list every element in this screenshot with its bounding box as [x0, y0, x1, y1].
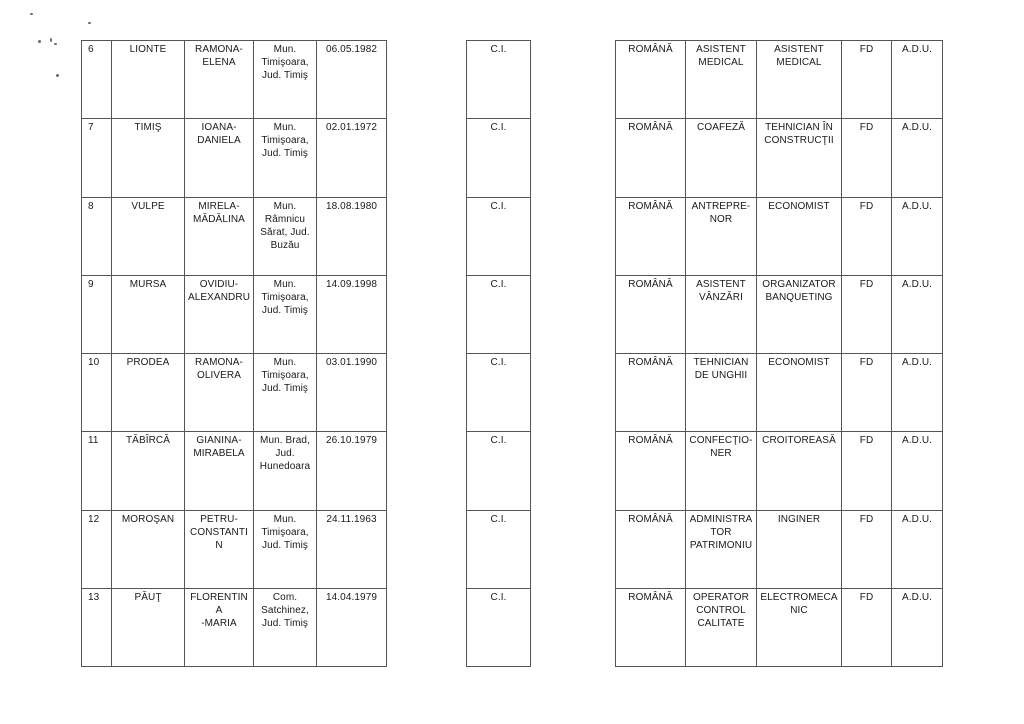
table-row — [82, 510, 387, 588]
table-row — [616, 275, 943, 353]
first-name-cell: RAMONA- OLIVERA — [185, 354, 254, 432]
type-cell: A.D.U. — [892, 275, 943, 353]
id-document-cell: C.I. — [467, 119, 531, 197]
scan-speck — [56, 74, 59, 77]
occupation-cell: ANTREPRE- NOR — [686, 197, 757, 275]
first-name-cell: FLORENTINA -MARIA — [185, 589, 254, 667]
birthplace-cell: Mun. Timişoara, Jud. Timiş — [254, 354, 317, 432]
table-row — [82, 119, 387, 197]
type-cell: A.D.U. — [892, 510, 943, 588]
type-cell: A.D.U. — [892, 432, 943, 510]
code-cell: FD — [842, 197, 892, 275]
surname-cell: TIMIŞ — [112, 119, 185, 197]
citizenship-cell: ROMÂNĂ — [616, 197, 686, 275]
profession-cell: INGINER — [757, 510, 842, 588]
id-document-cell: C.I. — [467, 275, 531, 353]
id-document-cell: C.I. — [467, 197, 531, 275]
birth-date-cell: 02.01.1972 — [317, 119, 387, 197]
row-number-cell: 10 — [82, 354, 112, 432]
code-cell: FD — [842, 354, 892, 432]
surname-cell: PRODEA — [112, 354, 185, 432]
surname-cell: MOROŞAN — [112, 510, 185, 588]
citizenship-cell: ROMÂNĂ — [616, 510, 686, 588]
citizenship-cell: ROMÂNĂ — [616, 275, 686, 353]
profession-cell: ECONOMIST — [757, 354, 842, 432]
surname-cell: PĂUŢ — [112, 589, 185, 667]
citizenship-cell: ROMÂNĂ — [616, 432, 686, 510]
birth-date-cell: 24.11.1963 — [317, 510, 387, 588]
table-row — [616, 432, 943, 510]
row-number-cell: 9 — [82, 275, 112, 353]
table-middle-section — [466, 40, 531, 667]
type-cell: A.D.U. — [892, 41, 943, 119]
table-right-section — [615, 40, 942, 667]
row-number-cell: 6 — [82, 41, 112, 119]
table-fold-line — [386, 654, 387, 667]
citizenship-cell: ROMÂNĂ — [616, 119, 686, 197]
table-middle — [466, 40, 531, 667]
occupation-cell: COAFEZĂ — [686, 119, 757, 197]
surname-cell: LIONTE — [112, 41, 185, 119]
code-cell: FD — [842, 119, 892, 197]
table-row — [467, 354, 531, 432]
occupation-cell: TEHNICIAN DE UNGHII — [686, 354, 757, 432]
type-cell: A.D.U. — [892, 119, 943, 197]
surname-cell: TĂBÎRCĂ — [112, 432, 185, 510]
scan-speck — [54, 43, 57, 45]
scan-speck — [30, 13, 33, 15]
occupation-cell: ASISTENT VÂNZĂRI — [686, 275, 757, 353]
table-left — [81, 40, 387, 667]
occupation-cell: OPERATOR CONTROL CALITATE — [686, 589, 757, 667]
profession-cell: ECONOMIST — [757, 197, 842, 275]
table-row — [467, 119, 531, 197]
id-document-cell: C.I. — [467, 432, 531, 510]
table-row — [467, 432, 531, 510]
birthplace-cell: Mun. Timişoara, Jud. Timiş — [254, 119, 317, 197]
first-name-cell: PETRU- CONSTANTIN — [185, 510, 254, 588]
scan-speck — [38, 40, 41, 43]
birth-date-cell: 14.04.1979 — [317, 589, 387, 667]
citizenship-cell: ROMÂNĂ — [616, 354, 686, 432]
table-row — [467, 510, 531, 588]
birth-date-cell: 26.10.1979 — [317, 432, 387, 510]
table-row — [82, 41, 387, 119]
birthplace-cell: Mun. Brad, Jud. Hunedoara — [254, 432, 317, 510]
first-name-cell: OVIDIU- ALEXANDRU — [185, 275, 254, 353]
occupation-cell: ASISTENT MEDICAL — [686, 41, 757, 119]
row-number-cell: 7 — [82, 119, 112, 197]
code-cell: FD — [842, 432, 892, 510]
first-name-cell: MIRELA- MĂDĂLINA — [185, 197, 254, 275]
citizenship-cell: ROMÂNĂ — [616, 589, 686, 667]
table-row — [467, 41, 531, 119]
birth-date-cell: 18.08.1980 — [317, 197, 387, 275]
code-cell: FD — [842, 589, 892, 667]
table-row — [82, 354, 387, 432]
id-document-cell: C.I. — [467, 510, 531, 588]
table-row — [616, 41, 943, 119]
profession-cell: ORGANIZATOR BANQUETING — [757, 275, 842, 353]
occupation-cell: ADMINISTRA TOR PATRIMONIU — [686, 510, 757, 588]
type-cell: A.D.U. — [892, 589, 943, 667]
birthplace-cell: Mun. Timişoara, Jud. Timiş — [254, 275, 317, 353]
birthplace-cell: Com. Satchinez, Jud. Timiş — [254, 589, 317, 667]
profession-cell: TEHNICIAN ÎN CONSTRUCŢII — [757, 119, 842, 197]
type-cell: A.D.U. — [892, 354, 943, 432]
row-number-cell: 13 — [82, 589, 112, 667]
scan-speck — [88, 22, 91, 24]
row-number-cell: 12 — [82, 510, 112, 588]
birth-date-cell: 03.01.1990 — [317, 354, 387, 432]
citizenship-cell: ROMÂNĂ — [616, 41, 686, 119]
row-number-cell: 11 — [82, 432, 112, 510]
profession-cell: ASISTENT MEDICAL — [757, 41, 842, 119]
occupation-cell: CONFECŢIO- NER — [686, 432, 757, 510]
table-row — [82, 197, 387, 275]
id-document-cell: C.I. — [467, 589, 531, 667]
profession-cell: ELECTROMECANIC — [757, 589, 842, 667]
table-row — [616, 197, 943, 275]
birthplace-cell: Mun. Timişoara, Jud. Timiş — [254, 41, 317, 119]
first-name-cell: RAMONA- ELENA — [185, 41, 254, 119]
first-name-cell: IOANA- DANIELA — [185, 119, 254, 197]
table-row — [82, 275, 387, 353]
table-row — [467, 275, 531, 353]
code-cell: FD — [842, 510, 892, 588]
table-row — [616, 510, 943, 588]
code-cell: FD — [842, 41, 892, 119]
scan-speck — [50, 38, 52, 42]
table-row — [467, 197, 531, 275]
birth-date-cell: 14.09.1998 — [317, 275, 387, 353]
table-row — [467, 589, 531, 667]
table-right — [615, 40, 943, 667]
birthplace-cell: Mun. Râmnicu Sărat, Jud. Buzău — [254, 197, 317, 275]
profession-cell: CROITOREASĂ — [757, 432, 842, 510]
surname-cell: MURSA — [112, 275, 185, 353]
birthplace-cell: Mun. Timişoara, Jud. Timiş — [254, 510, 317, 588]
surname-cell: VULPE — [112, 197, 185, 275]
birth-date-cell: 06.05.1982 — [317, 41, 387, 119]
table-row — [616, 119, 943, 197]
table-left-section — [81, 40, 386, 667]
code-cell: FD — [842, 275, 892, 353]
type-cell: A.D.U. — [892, 197, 943, 275]
id-document-cell: C.I. — [467, 354, 531, 432]
table-row — [616, 354, 943, 432]
first-name-cell: GIANINA- MIRABELA — [185, 432, 254, 510]
table-row — [82, 432, 387, 510]
row-number-cell: 8 — [82, 197, 112, 275]
id-document-cell: C.I. — [467, 41, 531, 119]
table-row — [82, 589, 387, 667]
table-row — [616, 589, 943, 667]
